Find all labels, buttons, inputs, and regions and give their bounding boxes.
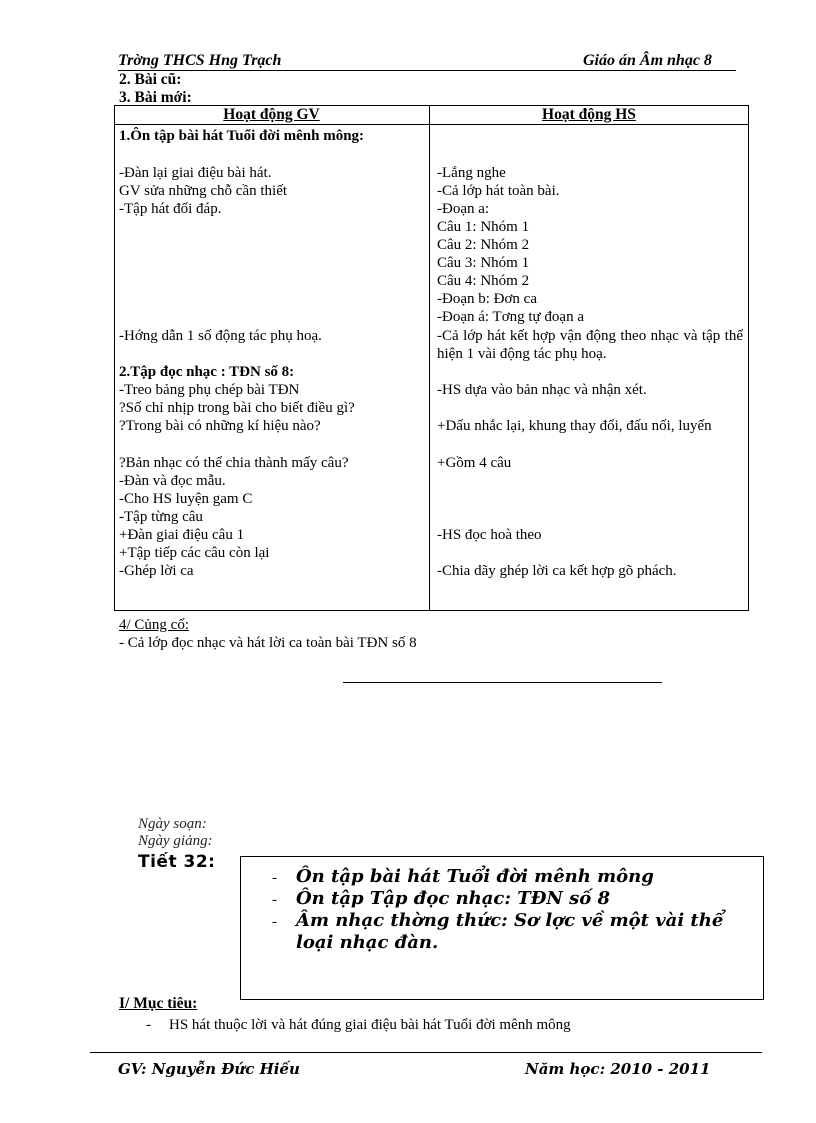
footer-divider <box>90 1052 762 1053</box>
footer-teacher: GV: Nguyễn Đức Hiếu <box>118 1060 300 1078</box>
footer-year: Năm học: 2010 - 2011 <box>525 1060 711 1078</box>
date-teach-label: Ngày giảng: <box>138 833 213 849</box>
gv-line: -Cho HS luyện gam C <box>119 491 253 507</box>
hs-line: -Đoạn á: Tơng tự đoạn a <box>437 309 584 325</box>
gv-line: ?Trong bài có những kí hiệu nào? <box>119 418 321 434</box>
gv-line: -Đàn lại giai điệu bài hát. <box>119 165 272 181</box>
bullet-dash: - <box>272 892 277 908</box>
bullet-dash: - <box>272 870 277 886</box>
hs-line: -Lắng nghe <box>437 165 506 181</box>
hs-line: -HS dựa vào bản nhạc và nhận xét. <box>437 382 647 398</box>
column-header-gv: Hoạt động GV <box>223 106 320 123</box>
gv-line: ?Bản nhạc có thể chia thành mấy câu? <box>119 455 349 471</box>
date-prepare-label: Ngày soạn: <box>138 816 207 832</box>
hs-line: -Cả lớp hát kết hợp vận động theo nhạc và tập thể hiện 1 vài động tác phụ hoạ. <box>437 328 743 362</box>
gv-title-sight-reading: 2.Tập đọc nhạc : TĐN số 8: <box>119 364 295 380</box>
header-subject: Giáo án Âm nhạc 8 <box>583 52 712 69</box>
hs-line: -Cả lớp hát toàn bài. <box>437 183 560 199</box>
hs-line: +Gồm 4 câu <box>437 455 512 471</box>
topic-item: Ôn tập bài hát Tuổi đời mênh mông <box>296 866 654 887</box>
gv-line: -Tập hát đối đáp. <box>119 201 222 217</box>
consolidation-text: - Cả lớp đọc nhạc và hát lời ca toàn bài TĐN số 8 <box>119 635 417 651</box>
gv-line: ?Số chỉ nhịp trong bài cho biết điều gì? <box>119 400 355 416</box>
topic-item: Ôn tập Tập đọc nhạc: TĐN số 8 <box>296 888 611 909</box>
section-new-lesson: 3. Bài mới: <box>119 89 192 106</box>
objectives-title: I/ Mục tiêu: <box>119 995 198 1012</box>
section-old-lesson: 2. Bài cũ: <box>119 71 182 88</box>
column-header-hs: Hoạt động HS <box>542 106 636 123</box>
gv-line: +Đàn giai điệu câu 1 <box>119 527 245 543</box>
hs-line: +Dấu nhắc lại, khung thay đổi, đấu nối, luyến <box>437 418 712 434</box>
gv-line: -Đàn và đọc mẫu. <box>119 473 226 489</box>
header-divider <box>118 70 736 71</box>
consolidation-title: 4/ Củng cố: <box>119 617 189 633</box>
hs-line: -HS đọc hoà theo <box>437 527 542 543</box>
gv-line: -Ghép lời ca <box>119 563 194 579</box>
hs-line: Câu 3: Nhóm 1 <box>437 255 530 271</box>
bullet-dash: - <box>146 1017 151 1033</box>
hs-line: Câu 4: Nhóm 2 <box>437 273 530 289</box>
gv-line: -Tập từng câu <box>119 509 203 525</box>
table-column-divider <box>429 105 430 611</box>
section-separator <box>343 682 662 683</box>
hs-line: -Đoạn a: <box>437 201 490 217</box>
hs-line: -Chia dãy ghép lời ca kết hợp gõ phách. <box>437 563 677 579</box>
objective-item: HS hát thuộc lời và hát đúng giai điệu bài hát Tuổi đời mênh mông <box>169 1017 571 1033</box>
gv-line: -Hớng dẫn 1 số động tác phụ hoạ. <box>119 328 322 344</box>
hs-line: Câu 1: Nhóm 1 <box>437 219 530 235</box>
bullet-dash: - <box>272 914 277 930</box>
gv-title-review-song: 1.Ôn tập bài hát Tuổi đời mênh mông: <box>119 128 365 144</box>
gv-line: -Treo bảng phụ chép bài TĐN <box>119 382 300 398</box>
header-school: Trờng THCS Hng Trạch <box>118 52 282 69</box>
topic-item: Âm nhạc thờng thức: Sơ lợc về một vài thể loại nhạc đàn. <box>296 910 724 953</box>
hs-line: Câu 2: Nhóm 2 <box>437 237 530 253</box>
hs-line: -Đoạn b: Đơn ca <box>437 291 537 307</box>
table-header-divider <box>114 124 749 125</box>
gv-line: GV sửa những chỗ cần thiết <box>119 183 288 199</box>
period-label: Tiết 32: <box>138 852 216 872</box>
gv-line: +Tập tiếp các câu còn lại <box>119 545 270 561</box>
